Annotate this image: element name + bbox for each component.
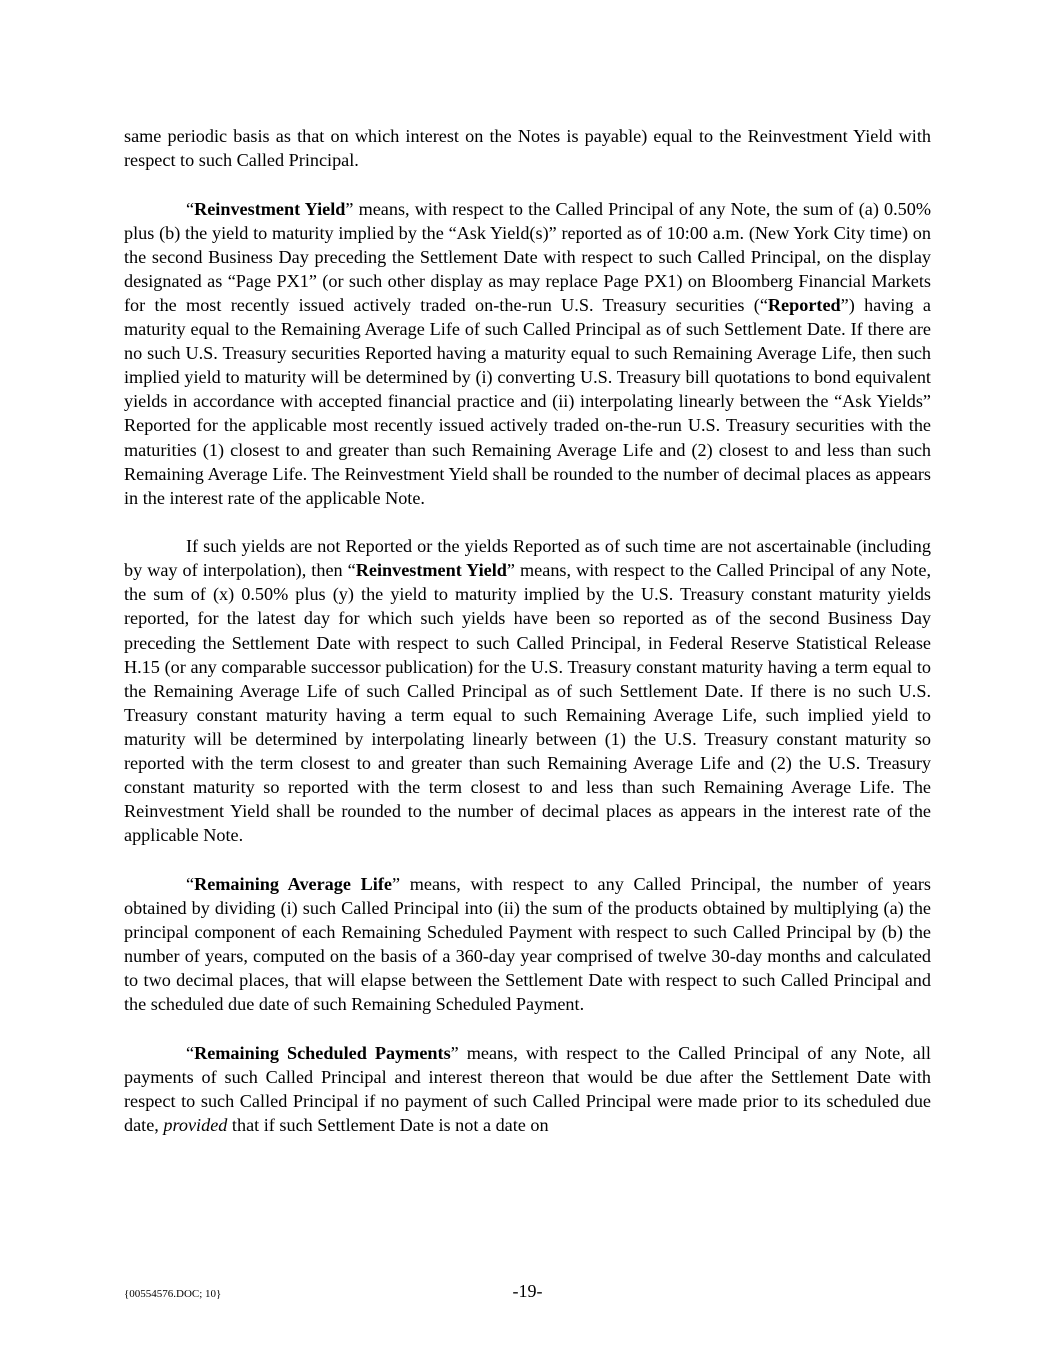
paragraph-text: ” means, with respect to the Called Principal of any Note, all payments of such Called Principal and interest thereon that would be due after the Settlement Date with respect to such Called Principal if no payment of such Called Principal were made prior to its scheduled due date, (124, 1042, 931, 1136)
paragraph-text: ” means, with respect to the Called Principal of any Note, the sum of (a) 0.50% plus (b) the yield to maturity implied by the “Ask Yield(s)” reported as of 10:00 a.m. (New York City time) on the second Business Day preceding the Settlement Date with respect to such Called Principal, on the display designated as “Page PX1” (or such other display as may replace Page PX1) on Bloomberg Financial Markets for the most recently issued actively traded on-the-run U.S. Treasury securities (“ (124, 198, 931, 315)
paragraph (124, 124, 931, 172)
paragraph-text: ” means, with respect to any Called Principal, the number of years obtained by dividing (i) such Called Principal into (ii) the sum of the products obtained by multiplying (a) the principal component of each Remaining Scheduled Payment with respect to such Called Principal by (b) the number of years, computed on the basis of a 360-day year comprised of twelve 30-day months and calculated to two decimal places, that will elapse between the Settlement Date with respect to such Called Principal and the scheduled due date of such Remaining Scheduled Payment. (124, 873, 931, 1015)
paragraph-text: ” means, with respect to the Called Principal of any Note, the sum of (x) 0.50% plus (y) the yield to maturity implied by the U.S. Treasury constant maturity yields reported, for the latest day for which such yields have been so reported as of the second Business Day preceding the Settlement Date with respect to such Called Principal, in Federal Reserve Statistical Release H.15 (or any comparable successor publication) for the U.S. Treasury constant maturity having a term equal to the Remaining Average Life of such Called Principal as of such Settlement Date. If there is no such U.S. Treasury constant maturity having a term equal to such Remaining Average Life, such implied yield to maturity will be determined by interpolating linearly between (1) the U.S. Treasury constant maturity so reported with the term closest to and greater than such Remaining Average Life and (2) the U.S. Treasury constant maturity so reported with the term closest to and less than such Remaining Average Life. The Reinvestment Yield shall be rounded to the number of decimal places as appears in the interest rate of the applicable Note. (124, 560, 931, 846)
defined-term: Reinvestment Yield (355, 560, 507, 581)
paragraph-text: same periodic basis as that on which interest on the Notes is payable) equal to the Reinvestment Yield with respect to such Called Principal. (124, 126, 931, 171)
emphasis-term: provided (163, 1115, 228, 1136)
paragraph-text: If such yields are not Reported or the yields Reported as of such time are not ascertainable (including by way of interpolation), then “ (124, 536, 931, 581)
footer-page-number: -19- (512, 1281, 543, 1301)
paragraph-text: ”) having a maturity equal to the Remaining Average Life of such Called Principal as of such Settlement Date. If there are no such U.S. Treasury securities Reported having a maturity equal to such Remaining Average Life, then such implied yield to maturity will be determined by (i) converting U.S. Treasury bill quotations to bond equivalent yields in accordance with accepted financial practice and (ii) interpolating linearly between the “Ask Yields” Reported for the applicable most recently issued actively traded on-the-run U.S. Treasury securities with the maturities (1) closest to and greater than such Remaining Average Life and (2) closest to and less than such Remaining Average Life. The Reinvestment Yield shall be rounded to the number of decimal places as appears in the interest rate of the applicable Note. (124, 294, 931, 508)
paragraph-text: “ (186, 1042, 195, 1063)
paragraph-definition-remaining-scheduled-payments (124, 1041, 931, 1137)
footer-document-id: {00554576.DOC; 10} (124, 1288, 222, 1300)
paragraph-text: “ (186, 198, 195, 219)
defined-term: Reinvestment Yield (194, 198, 346, 219)
defined-term: Remaining Scheduled Payments (194, 1042, 451, 1063)
paragraph-definition-remaining-average-life (124, 872, 931, 1017)
paragraph-text: “ (186, 873, 195, 894)
paragraph-text: that if such Settlement Date is not a date on (227, 1115, 549, 1136)
paragraph-definition-reinvestment-yield (124, 197, 931, 510)
paragraph-alternate-reinvestment-yield (124, 534, 931, 847)
defined-term: Reported (767, 294, 841, 315)
defined-term: Remaining Average Life (194, 873, 392, 894)
document-body (124, 124, 931, 1162)
